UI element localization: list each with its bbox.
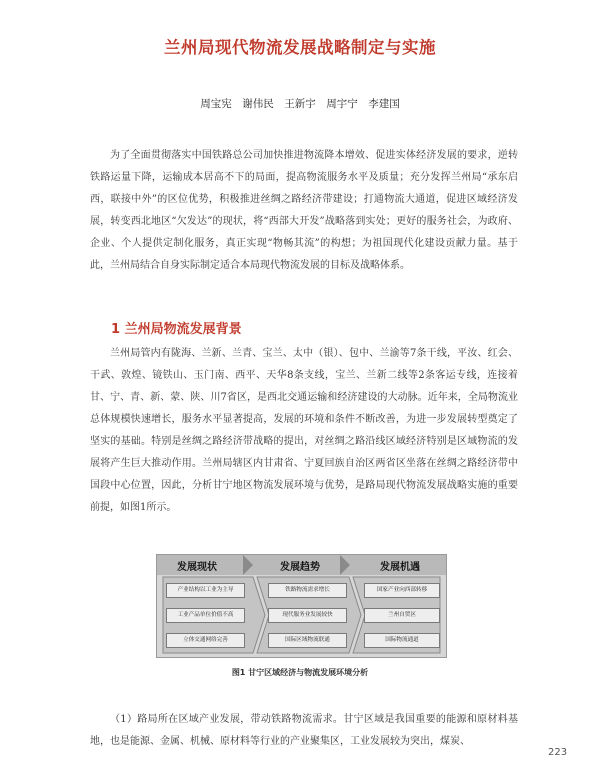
paper-title: 兰州局现代物流发展战略制定与实施 (164, 38, 436, 57)
opportunity-box-1: 国家产业向西部转移 (364, 583, 440, 598)
status-box-2: 工业产品单位价值不高 (166, 608, 245, 623)
trend-box-1: 铁路物流需求增长 (268, 583, 347, 598)
section-heading: 1 兰州局物流发展背景 (111, 322, 242, 337)
author-list: 周宝宪 谢伟民 王新宇 周宇宁 李建国 (200, 98, 400, 110)
trend-box-2: 现代服务业发展较快 (268, 608, 347, 623)
intro-paragraph: 为了全面贯彻落实中国铁路总公司加快推进物流降本增效、促进实体经济发展的要求，逆转铁路运量下降，运输成本居高不下的局面，提高物流服务水平及质量；充分发挥兰州局“承东启西，联接中外”的区位优势，积极推进丝绸之路经济带建设；打通物流大通道，促进区域经济发展，转变西北地区“欠发达”的现状，将“西部大开发”战略落到实处；更好的服务社会，为政府、企业、个人提供定制化服务，真正实现“物畅其流”的构想；为祖国现代化建设贡献力量。基于此，兰州局结合自身实际制定适合本局现代物流发展的目标及战略体系。 (90, 150, 518, 271)
body-paragraph-3: （1）路局所在区域产业发展，带动铁路物流需求。甘宁区域是我国重要的能源和原材料基地，也是能源、金属、机械、原材料等行业的产业聚集区，工业发展较为突出，煤炭、 (90, 714, 518, 747)
column-heading-status: 发展现状 (177, 562, 217, 573)
status-box-1: 产业结构以工业为主导 (166, 583, 245, 598)
column-heading-opportunity: 发展机遇 (380, 562, 420, 573)
opportunity-box-2: 兰州自贸区 (364, 608, 440, 623)
status-box-3: 立体交通网络完善 (166, 633, 245, 648)
header-arrow-2 (340, 555, 350, 575)
header-arrow-1 (243, 555, 253, 575)
environment-analysis-figure (156, 554, 447, 658)
page-number: 223 (548, 747, 568, 758)
figure-caption: 图1 甘宁区域经济与物流发展环境分析 (231, 668, 369, 677)
background-paragraph: 兰州局管内有陇海、兰新、兰青、宝兰、太中（银）、包中、兰渝等7条干线，平汝、红会、干武、敦煌、镜铁山、玉门南、西平、天华8条支线，宝兰、兰新二线等2条客运专线，连接着甘、宁、青、新、蒙、陕、川7省区，是西北交通运输和经济建设的大动脉。近年来，全局物流业总体规模快速增长，服务水平显著提高，发展的环境和条件不断改善，为进一步发展转型奠定了坚实的基础。特别是丝绸之路经济带战略的提出，对丝绸之路沿线区域经济特别是区域物流的发展将产生巨大推动作用。兰州局辖区内甘肃省、宁夏回族自治区两省区坐落在丝绸之路经济带中国段中心位置，因此，分析甘宁地区物流发展环境与优势，是路局现代物流发展战略实施的重要前提，如图1所示。 (90, 348, 518, 513)
column-heading-trend: 发展趋势 (280, 562, 320, 573)
trend-box-3: 国际区域物流联通 (268, 633, 347, 648)
opportunity-box-3: 国际物流通道 (364, 633, 440, 648)
